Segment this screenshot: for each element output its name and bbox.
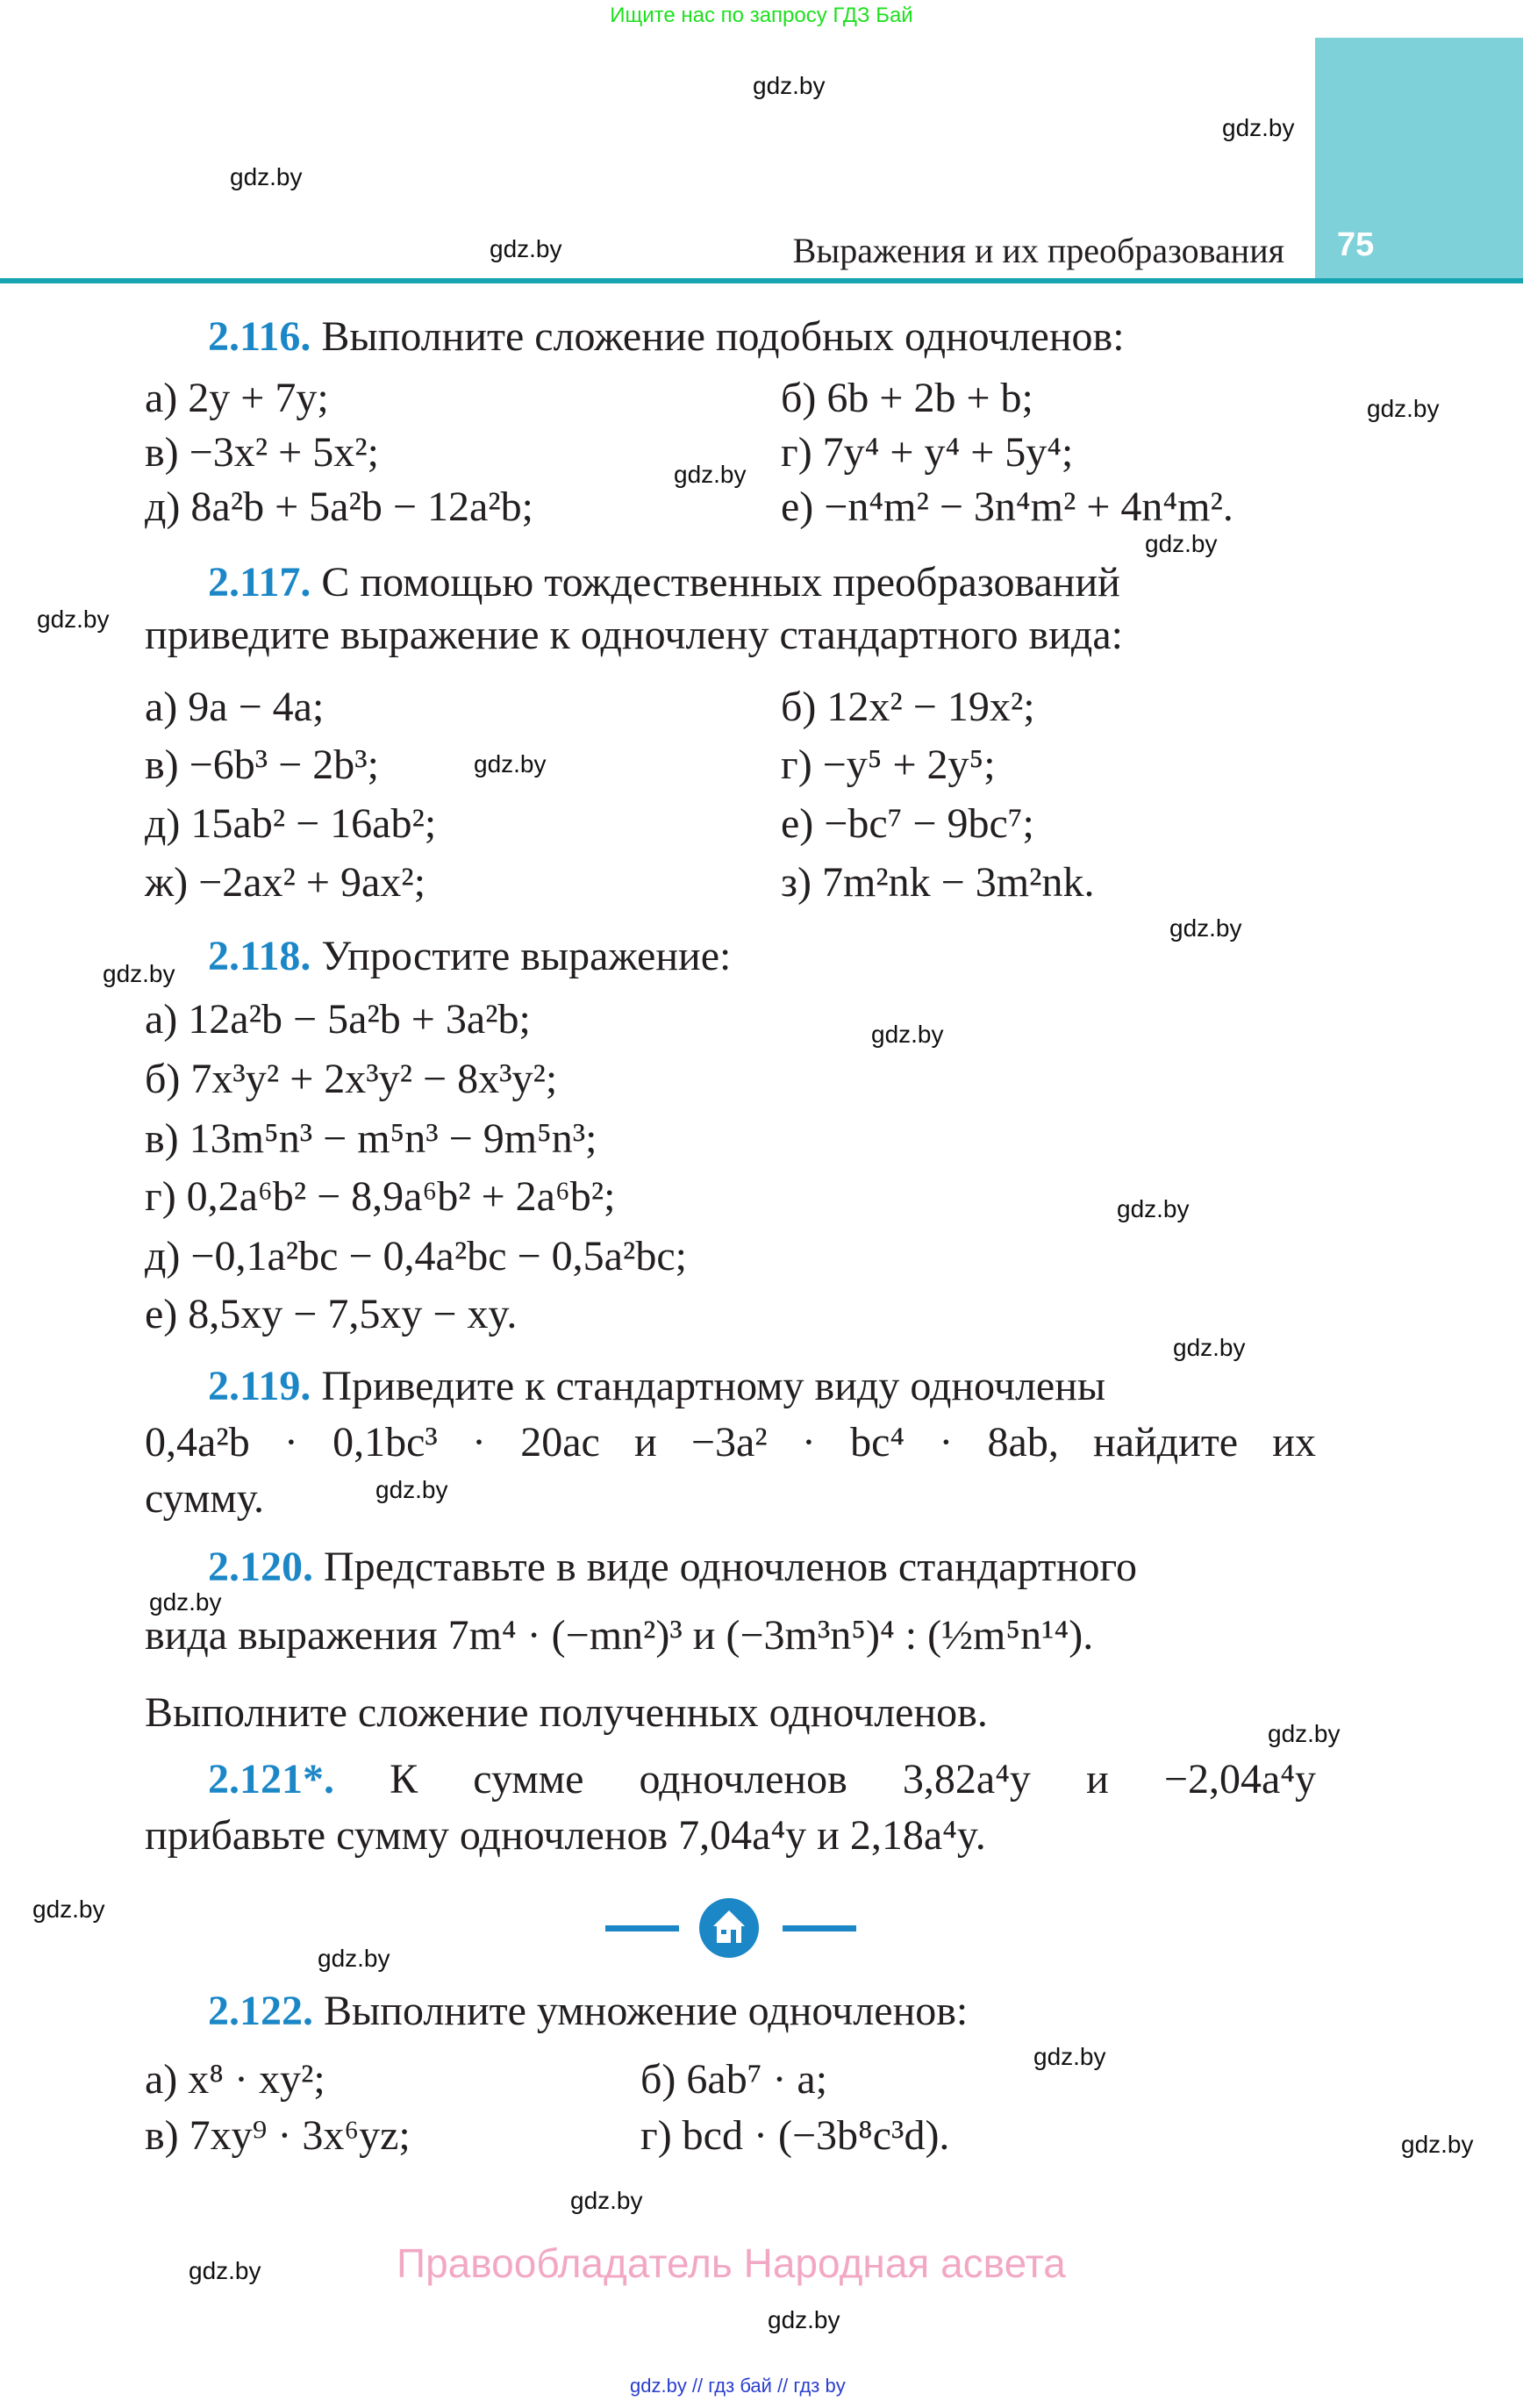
- exercise-item: в) 13m⁵n³ − m⁵n³ − 9m⁵n³;: [145, 1115, 597, 1162]
- task-number: 2.122.: [208, 1988, 313, 2034]
- watermark: gdz.by: [1117, 1195, 1190, 1222]
- task-prompt-continued: приведите выражение к одночлену стандартного вида:: [145, 612, 1123, 658]
- watermark: gdz.by: [1367, 395, 1440, 422]
- watermark: gdz.by: [103, 960, 175, 987]
- header-rule: [0, 278, 1523, 283]
- divider-line: [783, 1925, 856, 1931]
- watermark: gdz.by: [871, 1021, 944, 1048]
- watermark: gdz.by: [1145, 530, 1218, 557]
- task-2-121-heading: [208, 1756, 1316, 1802]
- watermark: gdz.by: [490, 235, 562, 262]
- watermark: gdz.by: [1173, 1334, 1246, 1361]
- task-prompt-continued: прибавьте сумму одночленов 7,04a⁴y и 2,18a⁴y.: [145, 1812, 986, 1859]
- exercise-item: б) 12x² − 19x²;: [781, 684, 1035, 730]
- task-prompt-continued: сумму.: [145, 1475, 264, 1522]
- task-number: 2.119.: [208, 1363, 311, 1409]
- exercise-item: г) 0,2a⁶b² − 8,9a⁶b² + 2a⁶b²;: [145, 1173, 616, 1220]
- exercise-item: а) 2y + 7y;: [145, 375, 329, 421]
- task-number: 2.121*.: [208, 1756, 334, 1802]
- search-banner: Ищите нас по запросу ГДЗ Бай: [610, 4, 913, 27]
- math-expression: 7m⁴ · (−mn²)³ и (−3m³n⁵)⁴ : (½m⁵n¹⁴).: [447, 1612, 1094, 1659]
- running-title: Выражения и их преобразования: [792, 231, 1284, 270]
- task-2-120-heading: [208, 1546, 1137, 1588]
- watermark: gdz.by: [753, 72, 826, 99]
- task-2-116-heading: [208, 313, 1125, 360]
- exercise-item: г) bcd · (−3b⁸c³d).: [640, 2112, 950, 2159]
- watermark: gdz.by: [149, 1588, 222, 1616]
- task-prompt-continued: 0,4a²b · 0,1bc³ · 20ac и −3a² · bc⁴ · 8ab, найдите их: [145, 1419, 1316, 1466]
- exercise-item: ж) −2ax² + 9ax²;: [145, 859, 426, 906]
- task-prompt: С помощью тождественных преобразований: [321, 559, 1120, 606]
- task-prompt: Приведите к стандартному виду одночлены: [321, 1363, 1106, 1409]
- task-2-122-heading: [208, 1990, 968, 2032]
- exercise-item: г) −y⁵ + 2y⁵;: [781, 742, 996, 788]
- divider-line: [605, 1925, 679, 1931]
- task-number: 2.117.: [208, 559, 311, 606]
- exercise-item: в) −3x² + 5x²;: [145, 429, 379, 476]
- home-icon: [699, 1898, 759, 1958]
- task-prompt: Упростите выражение:: [321, 933, 732, 979]
- task-2-119-heading: [208, 1365, 1105, 1408]
- watermark: gdz.by: [474, 750, 547, 778]
- task-prompt: Выполните сложение подобных одночленов:: [321, 313, 1125, 360]
- exercise-item: в) −6b³ − 2b³;: [145, 742, 379, 788]
- watermark: gdz.by: [1169, 914, 1242, 942]
- exercise-item: е) −bc⁷ − 9bc⁷;: [781, 800, 1034, 847]
- task-prompt-continued: вида выражения 7m⁴ · (−mn²)³ и (−3m³n⁵)⁴ : (½m⁵n¹⁴).: [145, 1612, 1094, 1659]
- watermark: gdz.by: [37, 606, 110, 633]
- watermark: gdz.by: [189, 2257, 261, 2284]
- exercise-item: а) 12a²b − 5a²b + 3a²b;: [145, 996, 531, 1043]
- watermark: gdz.by: [1401, 2131, 1474, 2158]
- exercise-item: б) 6ab⁷ · a;: [640, 2056, 828, 2103]
- task-number: 2.120.: [208, 1544, 313, 1590]
- watermark: gdz.by: [32, 1896, 105, 1923]
- watermark: gdz.by: [375, 1476, 448, 1503]
- page-number: 75: [1337, 226, 1375, 263]
- task-prompt: К сумме одночленов 3,82a⁴y и −2,04a⁴y: [390, 1756, 1316, 1802]
- exercise-item: в) 7xy⁹ · 3x⁶yz;: [145, 2112, 411, 2159]
- watermark: gdz.by: [570, 2187, 643, 2214]
- exercise-item: е) −n⁴m² − 3n⁴m² + 4n⁴m².: [781, 484, 1233, 530]
- exercise-item: з) 7m²nk − 3m²nk.: [781, 859, 1095, 906]
- watermark: gdz.by: [674, 461, 747, 488]
- task-2-117-heading: [208, 559, 1120, 606]
- exercise-item: е) 8,5xy − 7,5xy − xy.: [145, 1291, 518, 1337]
- watermark: gdz.by: [230, 163, 303, 190]
- task-prompt: Выполните умножение одночленов:: [324, 1988, 969, 2034]
- task-number: 2.116.: [208, 313, 311, 360]
- exercise-item: б) 6b + 2b + b;: [781, 375, 1033, 421]
- exercise-item: б) 7x³y² + 2x³y² − 8x³y²;: [145, 1056, 558, 1102]
- watermark: gdz.by: [1033, 2043, 1106, 2070]
- watermark: gdz.by: [1268, 1720, 1341, 1747]
- task-2-118-heading: [208, 935, 731, 978]
- exercise-item: г) 7y⁴ + y⁴ + 5y⁴;: [781, 429, 1074, 476]
- watermark: gdz.by: [1222, 114, 1295, 141]
- copyright-notice: Правообладатель Народная асвета: [397, 2240, 1066, 2286]
- home-icon-glyph: [699, 1898, 759, 1958]
- exercise-item: д) −0,1a²bc − 0,4a²bc − 0,5a²bc;: [145, 1233, 687, 1279]
- exercise-item: д) 15ab² − 16ab²;: [145, 800, 437, 847]
- watermark: gdz.by: [768, 2306, 840, 2333]
- exercise-item: а) x⁸ · xy²;: [145, 2056, 325, 2103]
- watermark: gdz.by: [318, 1945, 390, 1972]
- task-number: 2.118.: [208, 933, 311, 979]
- task-prompt-continued: Выполните сложение полученных одночленов.: [145, 1689, 988, 1736]
- exercise-item: д) 8a²b + 5a²b − 12a²b;: [145, 484, 533, 530]
- footer-links[interactable]: gdz.by // гдз бай // гдз by: [630, 2375, 846, 2397]
- task-prompt: Представьте в виде одночленов стандартного: [324, 1544, 1138, 1590]
- exercise-item: а) 9a − 4a;: [145, 684, 325, 730]
